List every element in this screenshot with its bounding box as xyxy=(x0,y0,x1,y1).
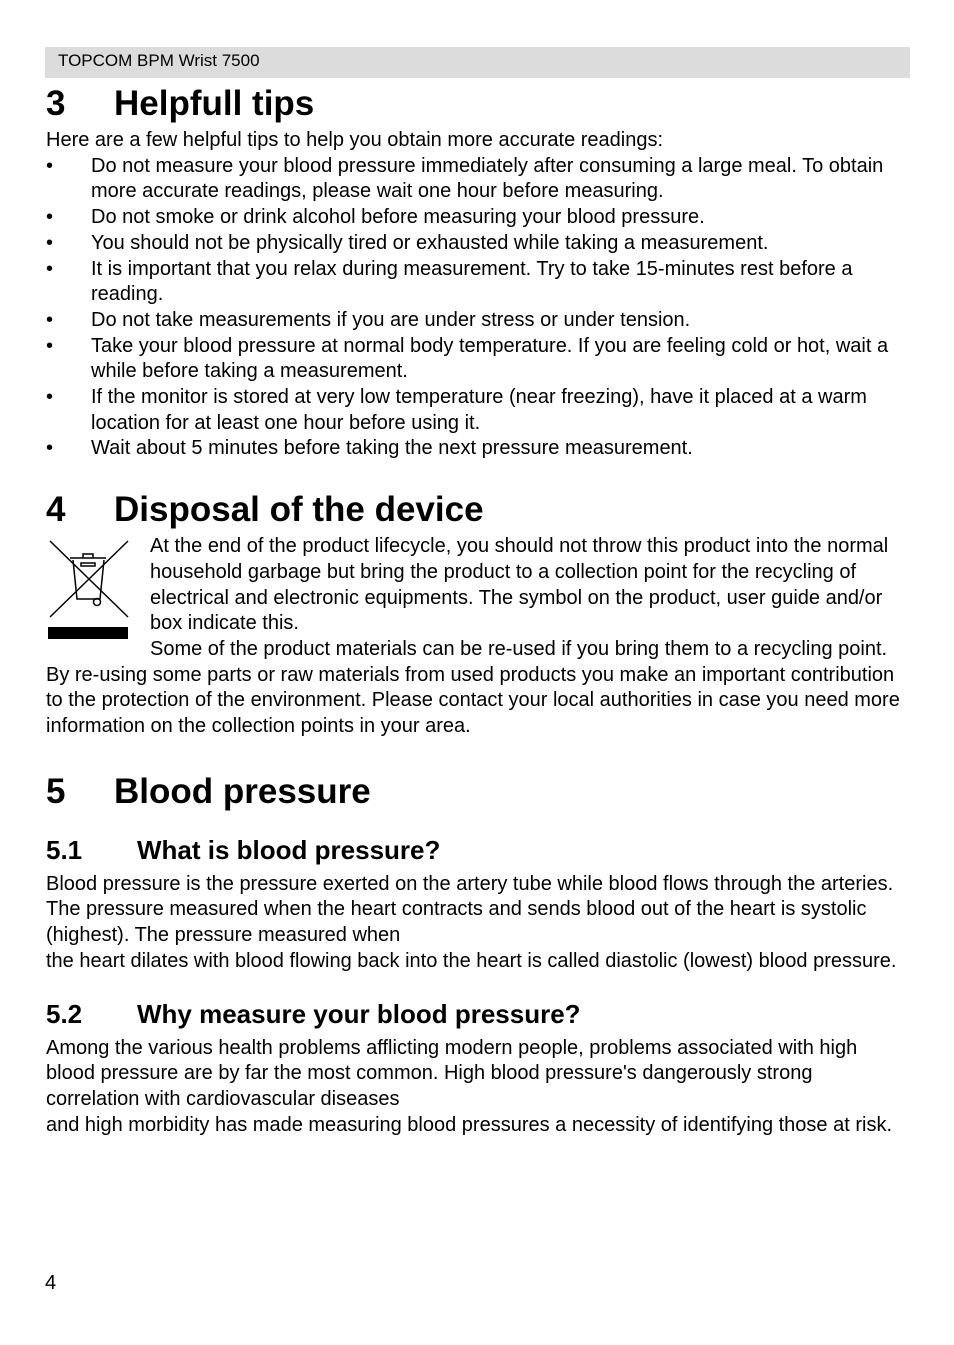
list-item-text: If the monitor is stored at very low temperature (near freezing), have it placed at a warm location for at least one hour before using it. xyxy=(91,386,867,434)
list-item xyxy=(46,231,910,257)
list-item xyxy=(46,308,910,334)
section-5-1-paragraph-2: the heart dilates with blood flowing back into the heart is called diastolic (lowest) blood pressure. xyxy=(46,949,897,972)
list-item-text: It is important that you relax during measurement. Try to take 15-minutes rest before a reading. xyxy=(91,257,853,306)
page-content xyxy=(46,83,910,1138)
section-5-1-paragraph-1: Blood pressure is the pressure exerted on the artery tube while blood flows through the arteries. The pressure measured when the heart contracts and sends blood out of the heart is systolic (highest). The pressure measured when xyxy=(46,872,894,947)
section-5-1-heading xyxy=(46,834,910,866)
bullet: • xyxy=(46,308,54,331)
disposal-paragraph-2: Some of the product materials can be re-used if you bring them to a recycling point. By re-using some parts or raw materials from used products you make an important contribution to the protection of the environment. Please contact your local authorities in case you need more information on the collection points in your area. xyxy=(46,637,900,738)
section-5-2-number: 5.2 xyxy=(46,998,83,1029)
bullet: • xyxy=(46,386,54,409)
list-item-text: Do not measure your blood pressure immediately after consuming a large meal. To obtain more accurate readings, please wait one hour before measuring. xyxy=(91,154,884,203)
section-4-number: 4 xyxy=(46,490,66,530)
section-5-heading xyxy=(46,772,910,812)
list-item-text: Take your blood pressure at normal body temperature. If you are feeling cold or hot, wait a while before taking a measurement. xyxy=(91,334,889,383)
section-5-1-number: 5.1 xyxy=(46,834,83,865)
disposal-paragraph-1: At the end of the product lifecycle, you should not throw this product into the normal household garbage but bring the product to a collection point for the recycling of electrical and electronic equipments. The symbol on the product, user guide and/or box indicate this. xyxy=(150,535,889,635)
list-item xyxy=(46,257,910,308)
list-item xyxy=(46,385,910,436)
list-item xyxy=(46,205,910,231)
page-number: 4 xyxy=(45,1272,57,1294)
bullet: • xyxy=(46,206,54,229)
list-item-text: Do not smoke or drink alcohol before measuring your blood pressure. xyxy=(91,206,705,229)
tips-intro: Here are a few helpful tips to help you obtain more accurate readings: xyxy=(46,129,664,151)
section-3-title: Helpfull tips xyxy=(114,84,315,123)
list-item-text: Do not take measurements if you are under stress or under tension. xyxy=(91,308,691,331)
list-item-text: You should not be physically tired or exhausted while taking a measurement. xyxy=(91,231,769,254)
section-5-2-paragraph-1: Among the various health problems afflicting modern people, problems associated with high blood pressure are by far the most common. High blood pressure's dangerously strong correlation with cardiovascular diseases xyxy=(46,1036,858,1110)
section-5-title: Blood pressure xyxy=(114,771,371,811)
list-item xyxy=(46,334,910,385)
section-5-2-heading xyxy=(46,998,910,1030)
bullet: • xyxy=(46,154,54,177)
section-5-1-title: What is blood pressure? xyxy=(137,834,441,865)
disposal-block xyxy=(46,534,910,740)
bullet: • xyxy=(46,437,54,460)
section-4-heading xyxy=(46,490,910,530)
section-5-2-paragraph-2: and high morbidity has made measuring blood pressures a necessity of identifying those at risk. xyxy=(46,1113,893,1136)
crossed-out-wheelie-bin-icon xyxy=(46,537,132,643)
section-4-title: Disposal of the device xyxy=(114,490,484,530)
section-3-heading xyxy=(46,84,910,124)
bullet: • xyxy=(46,231,54,254)
section-3-number: 3 xyxy=(46,84,66,123)
tips-list xyxy=(46,154,910,462)
bullet: • xyxy=(46,334,54,357)
running-header xyxy=(45,47,910,78)
section-5-number: 5 xyxy=(46,771,66,811)
bullet: • xyxy=(46,257,54,280)
section-5-2-title: Why measure your blood pressure? xyxy=(137,998,581,1029)
list-item-text: Wait about 5 minutes before taking the next pressure measurement. xyxy=(91,437,693,460)
running-header-title: TOPCOM BPM Wrist 7500 xyxy=(58,51,260,70)
list-item xyxy=(46,154,910,205)
list-item xyxy=(46,436,910,462)
